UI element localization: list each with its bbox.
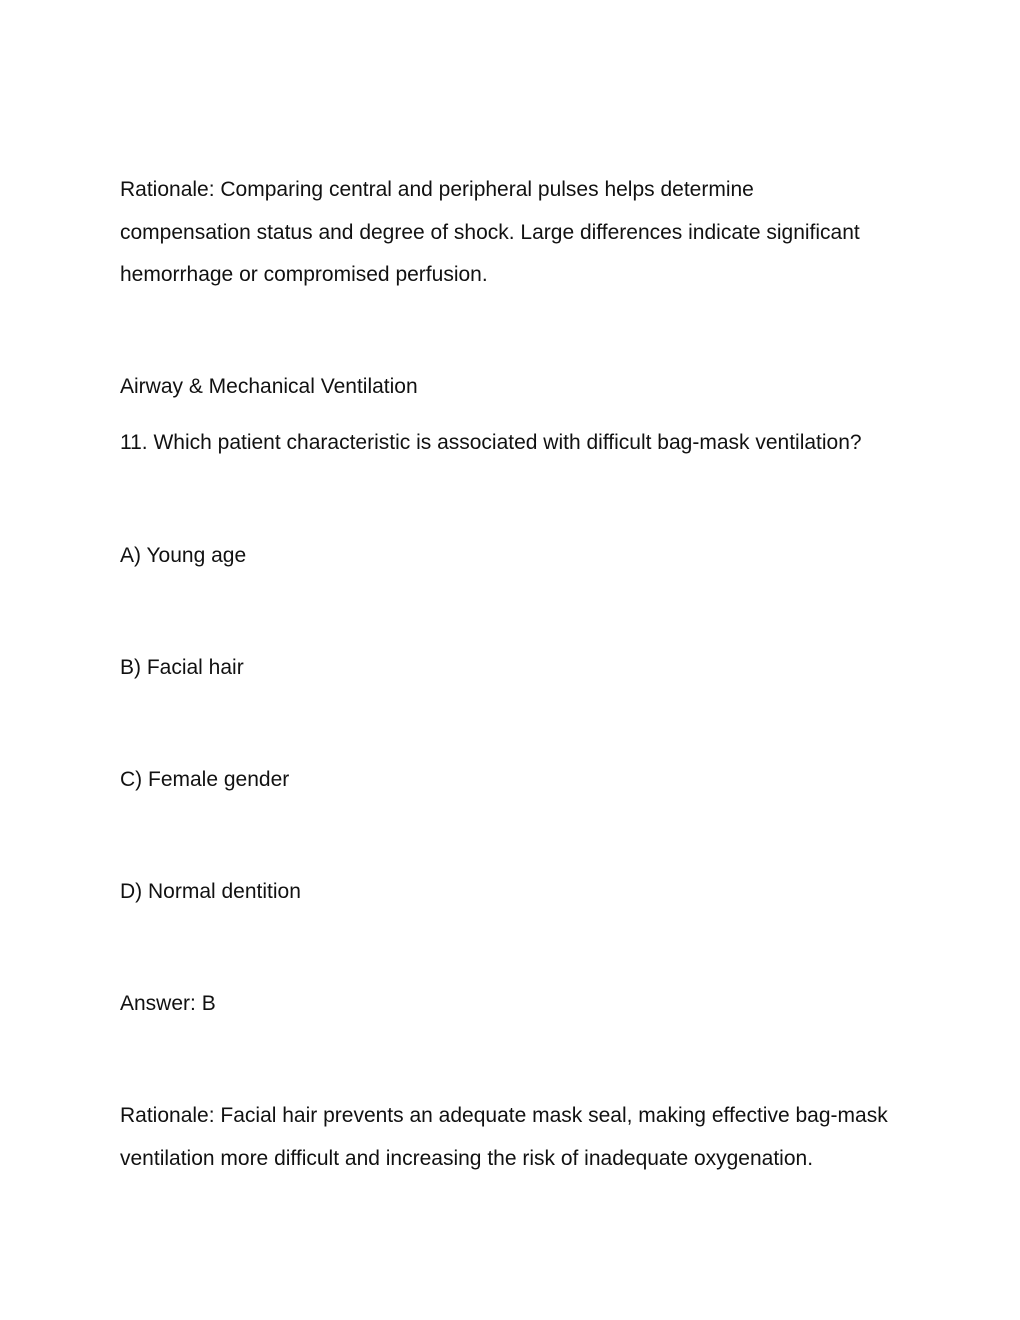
answer-option-c: C) Female gender [120,768,290,791]
answer-option-d: D) Normal dentition [120,880,301,903]
question-text: 11. Which patient characteristic is associated with difficult bag-mask ventilation? [120,431,862,454]
previous-rationale-line: compensation status and degree of shock. Large differences indicate significant [120,221,860,244]
answer-option-b: B) Facial hair [120,656,244,679]
rationale-line: ventilation more difficult and increasing the risk of inadequate oxygenation. [120,1147,814,1170]
rationale-line: Rationale: Facial hair prevents an adequate mask seal, making effective bag-mask [120,1104,888,1127]
previous-rationale-line: hemorrhage or compromised perfusion. [120,263,488,286]
answer-key: Answer: B [120,992,216,1015]
section-heading: Airway & Mechanical Ventilation [120,375,418,398]
previous-rationale-line: Rationale: Comparing central and peripheral pulses helps determine [120,178,754,201]
answer-option-a: A) Young age [120,544,247,567]
